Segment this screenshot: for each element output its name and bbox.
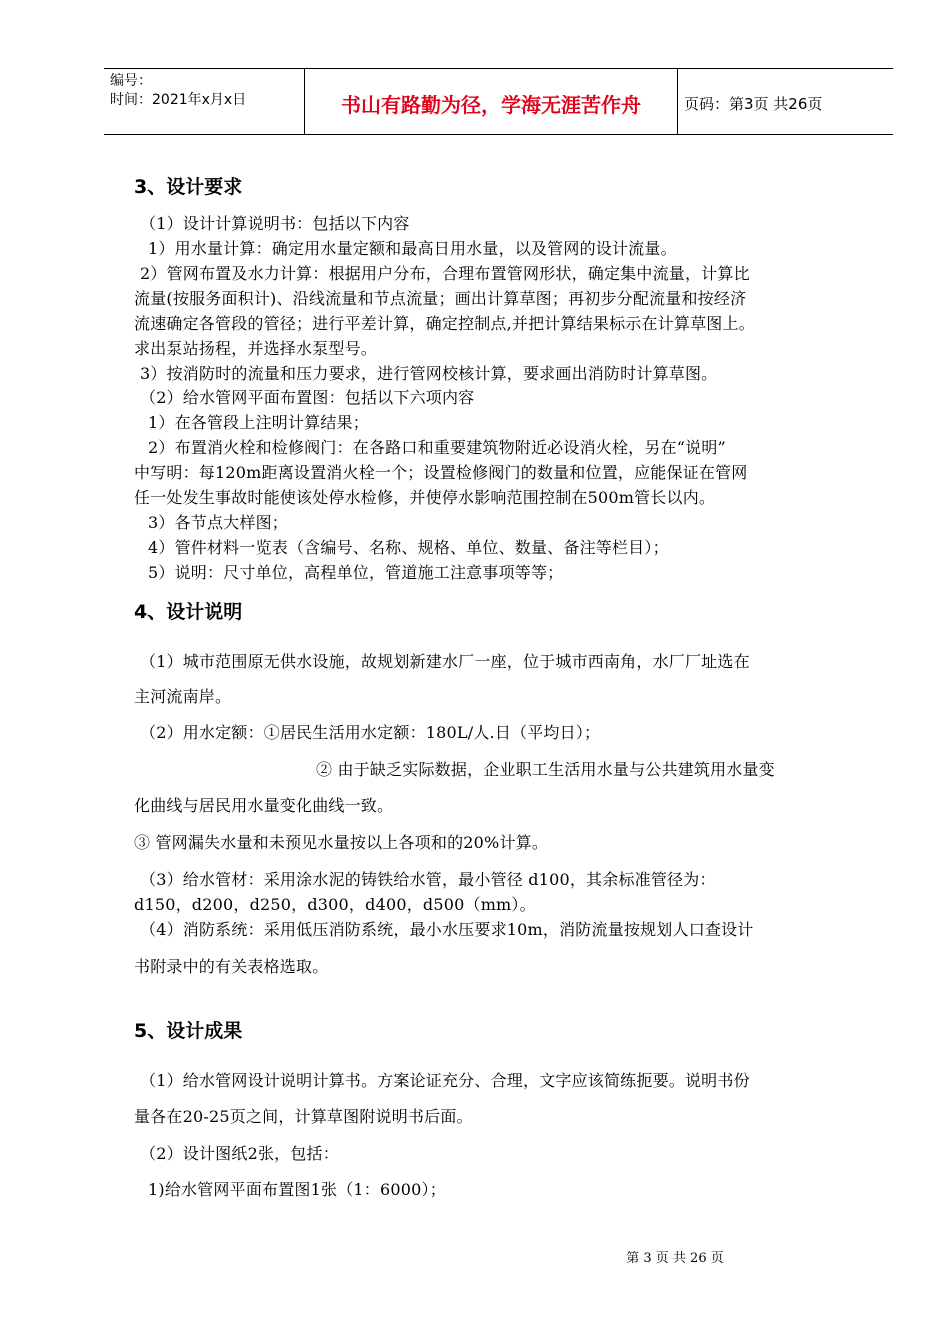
s4-line: ③ 管网漏失水量和未预见水量按以上各项和的20%计算。	[134, 833, 549, 852]
s5-line: （1）给水管网设计说明计算书。方案论证充分、合理，文字应该简练扼要。说明书份	[140, 1071, 750, 1090]
s3-line: 2）布置消火栓和检修阀门：在各路口和重要建筑物附近必设消火栓，另在“说明”	[148, 438, 726, 457]
s3-line: 流速确定各管段的管径；进行平差计算，确定控制点,并把计算结果标示在计算草图上。	[134, 314, 755, 333]
s4-line: 主河流南岸。	[134, 687, 232, 706]
s3-line: 求出泵站扬程，并选择水泵型号。	[134, 339, 378, 358]
header-meta-cell	[104, 69, 305, 134]
s4-line: d150，d200，d250，d300，d400，d500（mm）。	[134, 895, 536, 914]
page-footer: 第 3 页 共 26 页	[626, 1251, 724, 1266]
s4-line: （1）城市范围原无供水设施，故规划新建水厂一座，位于城市西南角，水厂厂址选在	[140, 652, 750, 671]
s4-line: （3）给水管材：采用涂水泥的铸铁给水管，最小管径 d100，其余标准管径为：	[140, 870, 716, 889]
document-date-label: 时间：2021年x月x日	[110, 92, 247, 108]
s5-line: 1)给水管网平面布置图1张（1：6000）；	[148, 1180, 446, 1199]
s3-line: 4）管件材料一览表（含编号、名称、规格、单位、数量、备注等栏目）；	[148, 538, 669, 557]
s4-line: ② 由于缺乏实际数据，企业职工生活用水量与公共建筑用水量变	[316, 760, 775, 779]
s3-line: 2）管网布置及水力计算：根据用户分布，合理布置管网形状，确定集中流量，计算比	[140, 264, 750, 283]
s3-line: 1）在各管段上注明计算结果；	[148, 413, 369, 432]
s3-line: 5）说明：尺寸单位，高程单位，管道施工注意事项等等；	[148, 563, 564, 582]
section-4-title: 4、设计说明	[134, 601, 243, 623]
s3-line: 中写明：每120m距离设置消火栓一个；设置检修阀门的数量和位置，应能保证在管网	[134, 463, 748, 482]
section-5-title: 5、设计成果	[134, 1020, 243, 1042]
s3-line: （2）给水管网平面布置图：包括以下六项内容	[140, 388, 475, 407]
s5-line: 量各在20-25页之间，计算草图附说明书后面。	[134, 1107, 473, 1126]
s3-line: （1）设计计算说明书：包括以下内容	[140, 214, 410, 233]
s4-line: （2）用水定额：①居民生活用水定额：180L/人.日（平均日）；	[140, 723, 601, 742]
s3-line: 任一处发生事故时能使该处停水检修，并使停水影响范围控制在500m管长以内。	[134, 488, 716, 507]
s5-line: （2）设计图纸2张，包括：	[140, 1144, 339, 1163]
document-number-label: 编号：	[110, 73, 152, 89]
header-table	[104, 68, 893, 135]
s4-line: 书附录中的有关表格选取。	[134, 957, 329, 976]
header-motto: 书山有路勤为径，学海无涯苦作舟	[305, 69, 678, 134]
s3-line: 3）各节点大样图；	[148, 513, 288, 532]
s3-line: 流量(按服务面积计)、沿线流量和节点流量；画出计算草图；再初步分配流量和按经济	[134, 289, 747, 308]
s4-line: 化曲线与居民用水量变化曲线一致。	[134, 796, 394, 815]
s3-line: 3）按消防时的流量和压力要求，进行管网校核计算，要求画出消防时计算草图。	[140, 364, 718, 383]
header-page-info: 页码：第3页 共26页	[684, 95, 823, 113]
s3-line: 1）用水量计算：确定用水量定额和最高日用水量，以及管网的设计流量。	[148, 239, 677, 258]
s4-line: （4）消防系统：采用低压消防系统，最小水压要求10m，消防流量按规划人口查设计	[140, 920, 754, 939]
section-3-title: 3、设计要求	[134, 176, 243, 198]
